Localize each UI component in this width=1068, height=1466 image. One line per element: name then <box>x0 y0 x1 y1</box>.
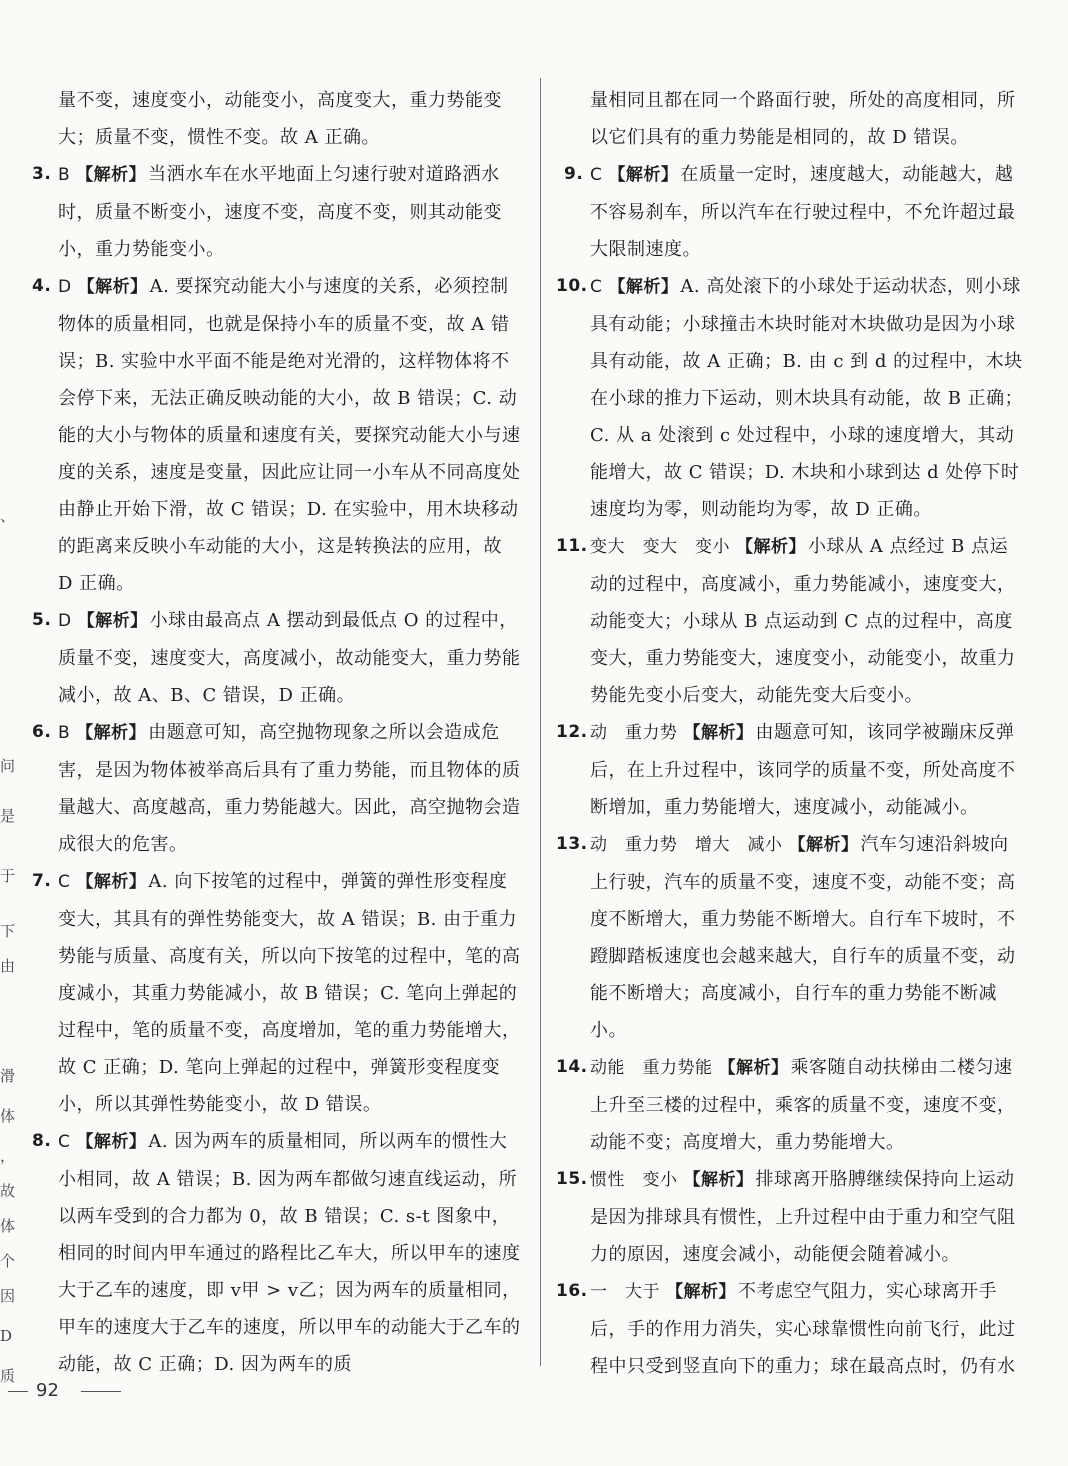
answer-item <box>554 1273 1024 1385</box>
answer-item <box>22 714 522 863</box>
answer-key: 动能 重力势能 <box>590 1058 713 1078</box>
analysis-tag: 【解析】 <box>608 165 679 185</box>
left-column <box>22 82 522 1383</box>
question-number: 10. <box>556 276 588 296</box>
answer-item <box>554 1161 1024 1273</box>
question-number: 16. <box>556 1281 588 1301</box>
analysis-tag: 【解析】 <box>683 1170 754 1190</box>
footer-dash <box>8 1391 28 1392</box>
answer-key: C <box>590 277 603 297</box>
analysis-text: A. 高处滚下的小球处于运动状态，则小球具有动能；小球撞击木块时能对木块做功是因为小球具有动能，故 A 正确；B. 由 c 到 d 的过程中，木块在小球的推力下运动，则木块具有动能，故 B 正确；C. 从 a 处滚到 c 处过程中，小球的速度增大，其动能增大，故 C 错误；D. 木块和小球到达 d 处停下时速度均为零，则动能均为零，故 D 正确。 <box>590 276 1024 520</box>
question-number: 3. <box>32 164 52 184</box>
margin-fragment: 因 <box>0 1287 16 1305</box>
analysis-text: 在质量一定时，速度越大，动能越大，越不容易刹车，所以汽车在行驶过程中，不允许超过最大限制速度。 <box>590 164 1016 260</box>
answer-key: C <box>58 1132 71 1152</box>
analysis-text: 小球由最高点 A 摆动到最低点 O 的过程中，质量不变，速度变大，高度减小，故动能变大，重力势能减小，故 A、B、C 错误，D 正确。 <box>58 610 521 706</box>
answer-key: 动 重力势 增大 减小 <box>590 835 783 855</box>
analysis-tag: 【解析】 <box>77 611 148 631</box>
answer-item <box>554 528 1024 714</box>
analysis-text: A. 向下按笔的过程中，弹簧的弹性形变程度变大，其具有的弹性势能变大，故 A 错误；B. 由于重力势能与质量、高度有关，所以向下按笔的过程中，笔的高度减小，其重力势能减小，故 B 错误；C. 笔向上弹起的过程中，笔的质量不变，高度增加，笔的重力势能增大，故 C 正确；D. 笔向上弹起的过程中，弹簧形变程度变小，所以其弹性势能变小，故 D 错误。 <box>58 871 521 1115</box>
analysis-tag: 【解析】 <box>608 277 679 297</box>
page-number: 92 <box>36 1380 59 1401</box>
margin-fragment: 滑 <box>0 1067 16 1085</box>
answer-item <box>22 268 522 602</box>
analysis-tag: 【解析】 <box>666 1282 736 1302</box>
answer-key: D <box>58 277 72 297</box>
answer-key: C <box>590 165 603 185</box>
continued-text: 量相同且都在同一个路面行驶，所处的高度相同，所以它们具有的重力势能是相同的，故 D 错误。 <box>590 90 1016 148</box>
answer-item <box>22 863 522 1123</box>
analysis-text: A. 因为两车的质量相同，所以两车的惯性大小相同，故 A 错误；B. 因为两车都做匀速直线运动，所以两车受到的合力都为 0，故 B 错误；C. s-t 图象中，相同的时间内甲车通过的路程比乙车大，所以甲车的速度大于乙车的速度，即 v甲 > v乙；因为两车的质量相同，甲车的速度大于乙车的速度，所以甲车的动能大于乙车的动能，故 C 正确；D. 因为两车的质 <box>58 1131 521 1375</box>
question-number: 9. <box>564 164 584 184</box>
analysis-tag: 【解析】 <box>76 1132 147 1152</box>
margin-fragment: 、 <box>0 507 16 525</box>
answer-item <box>554 1049 1024 1161</box>
margin-fragment: 个 <box>0 1252 16 1270</box>
margin-fragment: 体 <box>0 1107 16 1125</box>
margin-fragment: 于 <box>0 867 16 885</box>
margin-fragment: 由 <box>0 957 16 975</box>
analysis-tag: 【解析】 <box>683 723 754 743</box>
analysis-text: 不考虑空气阻力，实心球离开手后，手的作用力消失，实心球靠惯性向前飞行，此过程中只受到竖直向下的重力；球在最高点时，仍有水 <box>590 1281 1016 1377</box>
answer-item <box>554 156 1024 268</box>
analysis-tag: 【解析】 <box>76 165 147 185</box>
analysis-text: 乘客随自动扶梯由二楼匀速上升至三楼的过程中，乘客的质量不变，速度不变，动能不变；高度增大，重力势能增大。 <box>590 1057 1016 1153</box>
answer-key: 惯性 变小 <box>590 1170 678 1190</box>
answer-key: 一 大于 <box>590 1282 660 1302</box>
answer-item <box>554 268 1024 528</box>
analysis-tag: 【解析】 <box>76 872 147 892</box>
margin-fragment: 质 <box>0 1367 16 1385</box>
answer-key: C <box>58 872 71 892</box>
answer-key: 变大 变大 变小 <box>590 537 730 557</box>
margin-fragment: 故 <box>0 1182 16 1200</box>
answer-item <box>554 714 1024 826</box>
question-number: 7. <box>32 871 52 891</box>
analysis-text: 由题意可知，高空抛物现象之所以会造成危害，是因为物体被举高后具有了重力势能，而且物体的质量越大、高度越高，重力势能越大。因此，高空抛物会造成很大的危害。 <box>58 722 521 855</box>
analysis-text: A. 要探究动能大小与速度的关系，必须控制物体的质量相同，也就是保持小车的质量不变，故 A 错误；B. 实验中水平面不能是绝对光滑的，这样物体将不会停下来，无法正确反映动能的大小，故 B 错误；C. 动能的大小与物体的质量和速度有关，要探究动能大小与速度的关系，速度是变量，因此应让同一小车从不同高度处由静止开始下滑，故 C 错误；D. 在实验中，用木块移动的距离来反映小车动能的大小，这是转换法的应用，故 D 正确。 <box>58 276 521 594</box>
analysis-tag: 【解析】 <box>718 1058 789 1078</box>
column-divider <box>540 78 541 1366</box>
page-footer <box>0 1380 129 1401</box>
answer-key: D <box>58 611 72 631</box>
left-margin-fragments <box>0 60 16 1385</box>
footer-dash <box>81 1391 121 1392</box>
margin-fragment: 下 <box>0 922 16 940</box>
analysis-text: 小球从 A 点经过 B 点运动的过程中，高度减小，重力势能减小，速度变大，动能变大；小球从 B 点运动到 C 点的过程中，高度变大，重力势能变大，速度变小，动能变小，故重力势能先变小后变大，动能先变大后变小。 <box>590 536 1016 706</box>
answer-item <box>22 1123 522 1383</box>
analysis-text: 汽车匀速沿斜坡向上行驶，汽车的质量不变，速度不变，动能不变；高度不断增大，重力势能不断增大。自行车下坡时，不蹬脚踏板速度也会越来越大，自行车的质量不变，动能不断增大；高度减小，自行车的重力势能不断减小。 <box>590 834 1016 1041</box>
analysis-tag: 【解析】 <box>736 537 806 557</box>
question-number: 12. <box>556 722 588 742</box>
margin-fragment: ， <box>0 1147 16 1165</box>
answer-item <box>22 156 522 268</box>
margin-fragment: 问 <box>0 757 16 775</box>
question-number: 6. <box>32 722 52 742</box>
right-column <box>554 82 1024 1385</box>
answer-key: 动 重力势 <box>590 723 678 743</box>
analysis-tag: 【解析】 <box>788 835 859 855</box>
answer-item <box>22 602 522 714</box>
question-number: 14. <box>556 1057 588 1077</box>
analysis-text: 当洒水车在水平地面上匀速行驶对道路洒水时，质量不断变小，速度不变，高度不变，则其动能变小，重力势能变小。 <box>58 164 502 260</box>
margin-fragment: 体 <box>0 1217 16 1235</box>
analysis-tag: 【解析】 <box>76 723 147 743</box>
analysis-text: 由题意可知，该同学被蹦床反弹后，在上升过程中，该同学的质量不变，所处高度不断增加，重力势能增大，速度减小，动能减小。 <box>590 722 1016 818</box>
question-number: 11. <box>556 536 588 556</box>
margin-fragment: D <box>0 1327 13 1345</box>
answer-item <box>554 826 1024 1049</box>
margin-fragment: 是 <box>0 807 16 825</box>
answer-key: B <box>58 165 71 185</box>
analysis-tag: 【解析】 <box>77 277 148 297</box>
continued-text: 量不变，速度变小，动能变小，高度变大，重力势能变大；质量不变，惯性不变。故 A 正确。 <box>58 90 502 148</box>
analysis-text: 排球离开胳膊继续保持向上运动是因为排球具有惯性，上升过程中由于重力和空气阻力的原因，速度会减小，动能便会随着减小。 <box>590 1169 1016 1265</box>
question-number: 4. <box>32 276 52 296</box>
answer-key: B <box>58 723 71 743</box>
question-number: 15. <box>556 1169 588 1189</box>
question-number: 5. <box>32 610 52 630</box>
question-number: 8. <box>32 1131 52 1151</box>
question-number: 13. <box>556 834 588 854</box>
